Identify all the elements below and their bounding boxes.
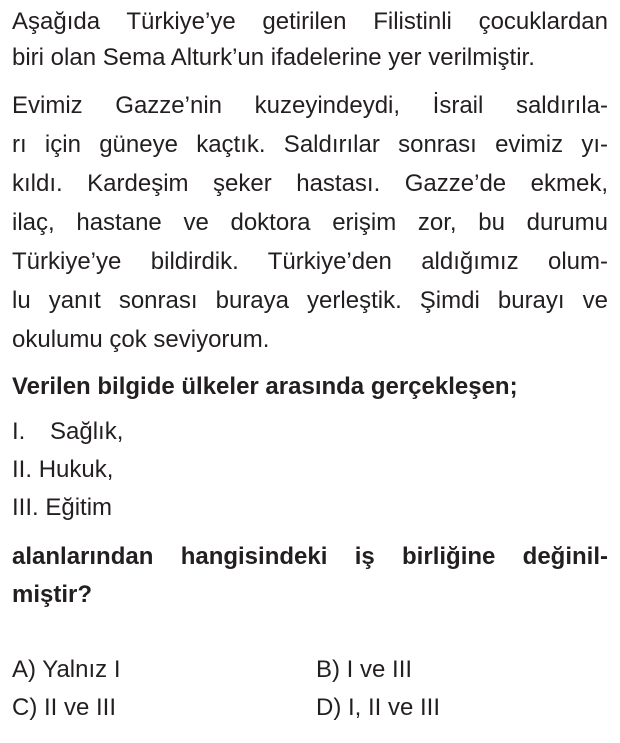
quote-line-6: lu yanıt sonrası buraya yerleştik. Şimdi burayı ve xyxy=(12,287,608,314)
option-a[interactable]: A) Yalnız I xyxy=(12,656,121,683)
quote-line-3: kıldı. Kardeşim şeker hastası. Gazze’de ekmek, xyxy=(12,170,608,197)
option-c[interactable]: C) II ve III xyxy=(12,694,117,721)
intro-line-1: Aşağıda Türkiye’ye getirilen Filistinli çocuklardan xyxy=(12,8,608,35)
item-2 xyxy=(12,456,113,484)
item-text: Sağlık, xyxy=(50,418,124,445)
question-lead: Verilen bilgide ülkeler arasında gerçekleşen; xyxy=(12,373,518,400)
item-3 xyxy=(12,494,112,522)
quote-line-4: ilaç, hastane ve doktora erişim zor, bu durumu xyxy=(12,209,608,236)
question-end-line-2: miştir? xyxy=(12,581,93,608)
item-text: Hukuk, xyxy=(38,456,114,483)
option-d[interactable]: D) I, II ve III xyxy=(316,694,441,721)
intro-line-2: biri olan Sema Alturk’un ifadelerine yer verilmiştir. xyxy=(12,44,535,71)
question-end-line-1: alanlarından hangisindeki iş birliğine değinil- xyxy=(12,543,608,570)
quote-line-7: okulumu çok seviyorum. xyxy=(12,326,270,353)
item-1 xyxy=(12,418,123,446)
item-numeral: I. xyxy=(12,418,26,445)
quote-line-2: rı için güneye kaçtık. Saldırılar sonrası evimiz yı- xyxy=(12,131,608,158)
quote-line-1: Evimiz Gazze’nin kuzeyindeydi, İsrail saldırıla- xyxy=(12,92,608,119)
item-text: Eğitim xyxy=(45,494,113,521)
quote-line-5: Türkiye’ye bildirdik. Türkiye’den aldığımız olum- xyxy=(12,248,608,275)
item-numeral: III. xyxy=(12,494,39,521)
option-b[interactable]: B) I ve III xyxy=(316,656,413,683)
item-numeral: II. xyxy=(12,456,33,483)
